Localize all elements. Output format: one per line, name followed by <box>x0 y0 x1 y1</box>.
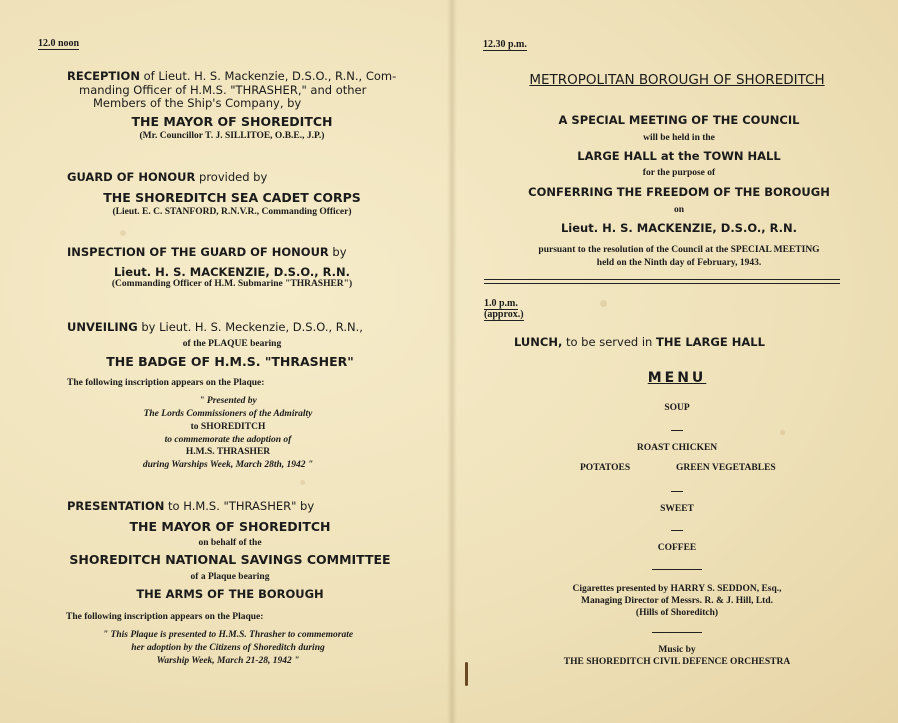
menu-sweet: SWEET <box>660 504 694 514</box>
guard-heading: GUARD OF HONOUR provided by <box>67 170 268 184</box>
meeting-resolution-1: pursuant to the resolution of the Council at the SPECIAL MEETING <box>538 245 820 255</box>
reception-line-1: RECEPTION of Lieut. H. S. Mackenzie, D.S.O., R.N., Com- <box>67 69 397 83</box>
guard-sub: (Lieut. E. C. STANFORD, R.N.V.R., Commanding Officer) <box>112 207 352 217</box>
unveiling-inscription-line: during Warships Week, March 28th, 1942 " <box>142 460 314 470</box>
meeting-on: on <box>673 205 685 215</box>
reception-host: THE MAYOR OF SHOREDITCH <box>131 114 333 129</box>
meeting-held: will be held in the <box>643 133 715 143</box>
menu-coffee: COFFEE <box>657 543 697 553</box>
menu-divider <box>671 430 683 431</box>
cigarettes-line: Cigarettes presented by HARRY S. SEDDON, Esq., <box>572 584 782 594</box>
guard-body: THE SHOREDITCH SEA CADET CORPS <box>103 190 361 205</box>
paper-stain <box>600 300 607 307</box>
meeting-title: A SPECIAL MEETING OF THE COUNCIL <box>558 113 800 127</box>
inspection-body: Lieut. H. S. MACKENZIE, D.S.O., R.N. <box>113 265 351 279</box>
unveiling-inscription-line: " Presented by <box>199 396 257 406</box>
menu-divider <box>671 491 683 492</box>
unveiling-badge: THE BADGE OF H.M.S. "THRASHER" <box>106 354 354 369</box>
menu-main: ROAST CHICKEN <box>636 443 718 453</box>
left-time: 12.0 noon <box>38 38 80 49</box>
unveiling-inscription-line: to commemorate the adoption of <box>164 435 292 445</box>
presentation-inscription-line: her adoption by the Citizens of Shoreditch during <box>131 643 325 653</box>
double-rule-top <box>484 279 840 280</box>
cigarettes-line: (Hills of Shoreditch) <box>635 608 719 618</box>
presentation-by: THE MAYOR OF SHOREDITCH <box>129 519 331 534</box>
double-rule-bottom <box>484 283 840 284</box>
unveiling-inscription-line: to SHOREDITCH <box>190 422 266 432</box>
orchestra: THE SHOREDITCH CIVIL DEFENCE ORCHESTRA <box>563 657 791 667</box>
unveiling-line-2: of the PLAQUE bearing <box>182 339 282 349</box>
cigarettes-line: Managing Director of Messrs. R. & J. Hill, Ltd. <box>580 596 774 606</box>
paper-stain <box>120 230 126 236</box>
unveiling-inscription-line: H.M.S. THRASHER <box>185 447 271 457</box>
meeting-hall: LARGE HALL at the TOWN HALL <box>577 149 781 163</box>
presentation-inscription-intro: The following inscription appears on the Plaque: <box>66 612 264 622</box>
menu-side-right: GREEN VEGETABLES <box>676 463 776 473</box>
unveiling-heading: UNVEILING by Lieut. H. S. Meckenzie, D.S.O., R.N., <box>67 320 363 334</box>
unveiling-inscription-line: The Lords Commissioners of the Admiralty <box>143 409 313 419</box>
section-divider <box>652 632 702 633</box>
meeting-resolution-2: held on the Ninth day of February, 1943. <box>596 258 762 268</box>
presentation-inscription-line: " This Plaque is presented to H.M.S. Thrasher to commemorate <box>102 630 354 640</box>
presentation-plaque: of a Plaque bearing <box>190 572 270 582</box>
paper-stain <box>300 480 305 485</box>
presentation-inscription-line: Warship Week, March 21-28, 1942 " <box>156 656 300 666</box>
unveiling-inscription-intro: The following inscription appears on the Plaque: <box>67 378 265 388</box>
reception-line-2: manding Officer of H.M.S. "THRASHER," and other <box>79 83 367 97</box>
meeting-freedom: CONFERRING THE FREEDOM OF THE BOROUGH <box>528 185 830 199</box>
reception-line-3: Members of the Ship's Company, by <box>93 96 302 110</box>
presentation-committee: SHOREDITCH NATIONAL SAVINGS COMMITTEE <box>69 552 391 567</box>
paper-mark <box>465 662 468 686</box>
paper-stain <box>780 430 785 435</box>
meeting-purpose: for the purpose of <box>642 168 716 178</box>
menu-divider <box>671 530 683 531</box>
lunch-time-sub: (approx.) <box>484 309 524 320</box>
menu-title: MENU <box>647 370 707 386</box>
lunch-line: LUNCH, to be served in THE LARGE HALL <box>514 335 765 349</box>
right-time: 12.30 p.m. <box>483 39 527 50</box>
reception-host-sub: (Mr. Councillor T. J. SILLITOE, O.B.E., J.P.) <box>139 131 325 141</box>
music-by: Music by <box>658 645 696 655</box>
lunch-time: 1.0 p.m. <box>484 298 518 309</box>
presentation-arms: THE ARMS OF THE BOROUGH <box>136 587 324 601</box>
section-divider <box>652 569 702 570</box>
page-fold <box>447 0 457 723</box>
menu-side-left: POTATOES <box>580 463 631 473</box>
inspection-sub: (Commanding Officer of H.M. Submarine "THRASHER") <box>111 279 353 289</box>
meeting-honoree: Lieut. H. S. MACKENZIE, D.S.O., R.N. <box>560 221 798 235</box>
presentation-heading: PRESENTATION to H.M.S. "THRASHER" by <box>67 499 315 513</box>
menu-soup: SOUP <box>664 403 690 413</box>
inspection-heading: INSPECTION OF THE GUARD OF HONOUR by <box>67 245 347 259</box>
presentation-behalf: on behalf of the <box>198 538 262 548</box>
borough-title: METROPOLITAN BOROUGH OF SHOREDITCH <box>529 72 825 88</box>
